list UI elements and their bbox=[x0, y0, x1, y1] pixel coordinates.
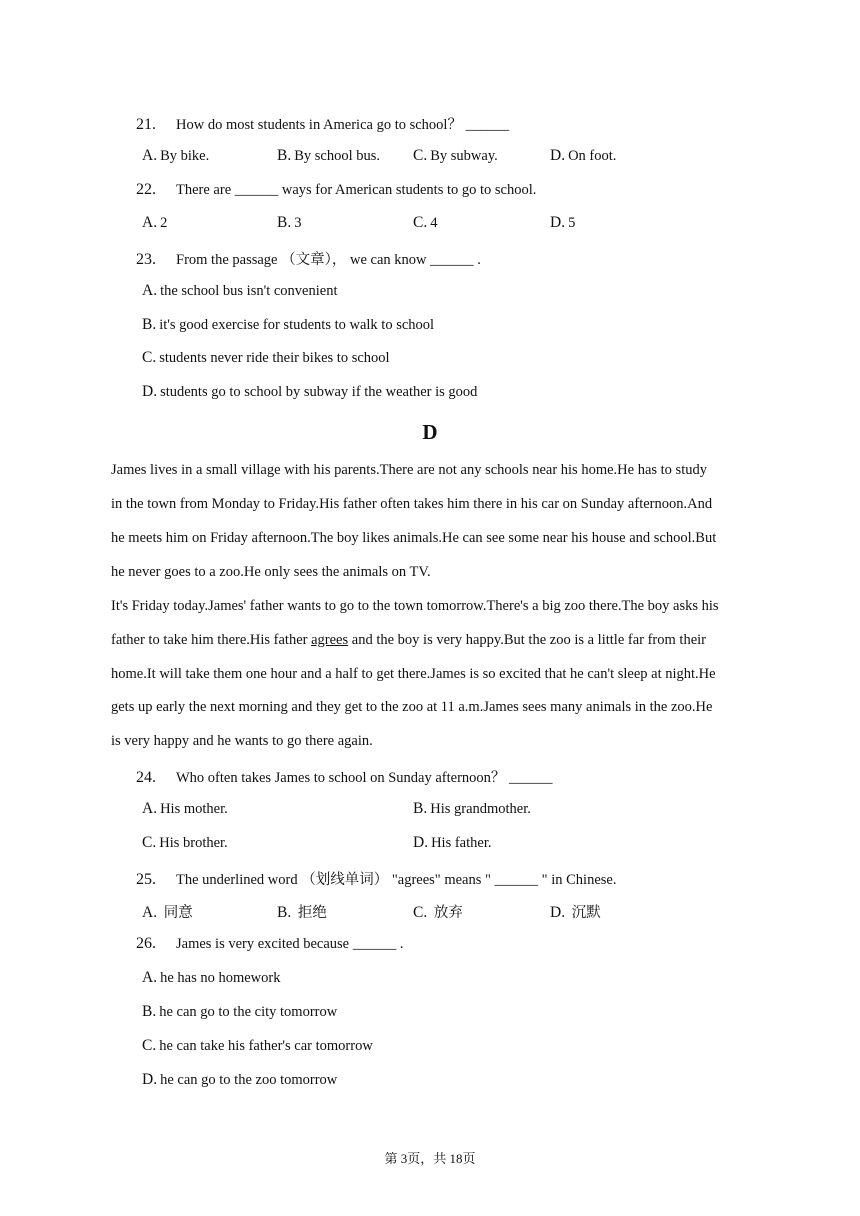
passage-line: home.It will take them one hour and a half to get there.James is so excited that he can't sleep at night.He bbox=[111, 666, 716, 682]
option-23-a[interactable]: A. the school bus isn't convenient bbox=[142, 282, 338, 299]
option-26-c[interactable]: C. he can take his father's car tomorrow bbox=[142, 1037, 373, 1054]
question-text: James is very excited because ______ . bbox=[176, 936, 404, 952]
option-22-d[interactable]: D. 5 bbox=[550, 214, 576, 231]
question-text: How do most students in America go to school？ ______ bbox=[176, 117, 510, 133]
option-22-b[interactable]: B. 3 bbox=[277, 214, 302, 231]
passage-line: is very happy and he wants to go there again. bbox=[111, 733, 373, 749]
page-footer: 第 3页，共 18页 bbox=[384, 1151, 476, 1166]
option-21-c[interactable]: C. By subway. bbox=[413, 147, 498, 164]
question-text: The underlined word （划线单词） "agrees" means " ______ " in Chinese. bbox=[176, 872, 617, 888]
question-21: 21. How do most students in America go to school？ ______ bbox=[136, 116, 510, 133]
passage-line: It's Friday today.James' father wants to go to the town tomorrow.There's a big zoo there.The boy asks his bbox=[111, 598, 719, 614]
option-26-a[interactable]: A. he has no homework bbox=[142, 969, 281, 986]
option-24-d[interactable]: D. His father. bbox=[413, 834, 492, 851]
option-21-a[interactable]: A. By bike. bbox=[142, 147, 210, 164]
question-26: 26. James is very excited because ______ . bbox=[136, 935, 404, 952]
underlined-word: agrees bbox=[311, 632, 349, 648]
option-24-b[interactable]: B. His grandmother. bbox=[413, 800, 531, 817]
question-23: 23. From the passage （文章）， we can know ______ . bbox=[136, 251, 481, 268]
option-21-b[interactable]: B. By school bus. bbox=[277, 147, 381, 164]
option-23-d[interactable]: D. students go to school by subway if the weather is good bbox=[142, 383, 478, 400]
question-text: Who often takes James to school on Sunday afternoon？ ______ bbox=[176, 770, 553, 786]
option-26-b[interactable]: B. he can go to the city tomorrow bbox=[142, 1003, 338, 1020]
question-25: 25. The underlined word （划线单词） "agrees" means " ______ " in Chinese. bbox=[136, 871, 617, 888]
question-22: 22. There are ______ ways for American students to go to school. bbox=[136, 181, 537, 198]
option-21-d[interactable]: D. On foot. bbox=[550, 147, 617, 164]
option-22-a[interactable]: A. 2 bbox=[142, 214, 168, 231]
option-23-c[interactable]: C. students never ride their bikes to school bbox=[142, 349, 390, 366]
passage-line: he meets him on Friday afternoon.The boy likes animals.He can see some near his house and school.But bbox=[111, 530, 717, 546]
option-23-b[interactable]: B. it's good exercise for students to walk to school bbox=[142, 316, 435, 333]
question-text: There are ______ ways for American students to go to school. bbox=[176, 182, 537, 198]
question-text: From the passage （文章）， we can know ______ . bbox=[176, 252, 481, 268]
passage-line: gets up early the next morning and they get to the zoo at 11 a.m.James sees many animals in the zoo.He bbox=[111, 699, 713, 715]
option-22-c[interactable]: C. 4 bbox=[413, 214, 438, 231]
section-heading: D bbox=[422, 420, 438, 444]
passage-line: father to take him there.His father agrees and the boy is very happy.But the zoo is a little far from their bbox=[111, 632, 706, 648]
question-24: 24. Who often takes James to school on Sunday afternoon？ ______ bbox=[136, 769, 553, 786]
passage-line: in the town from Monday to Friday.His father often takes him there in his car on Sunday afternoon.And bbox=[111, 496, 713, 512]
option-26-d[interactable]: D. he can go to the zoo tomorrow bbox=[142, 1071, 338, 1088]
option-24-a[interactable]: A. His mother. bbox=[142, 800, 228, 817]
option-24-c[interactable]: C. His brother. bbox=[142, 834, 228, 851]
passage-line: he never goes to a zoo.He only sees the animals on TV. bbox=[111, 564, 431, 580]
option-25-a[interactable]: A. 同意 bbox=[142, 904, 193, 921]
option-25-d[interactable]: D. 沉默 bbox=[550, 904, 601, 921]
option-25-c[interactable]: C. 放弃 bbox=[413, 904, 463, 921]
option-25-b[interactable]: B. 拒绝 bbox=[277, 904, 327, 921]
passage-line: James lives in a small village with his parents.There are not any schools near his home.He has to study bbox=[111, 462, 707, 478]
